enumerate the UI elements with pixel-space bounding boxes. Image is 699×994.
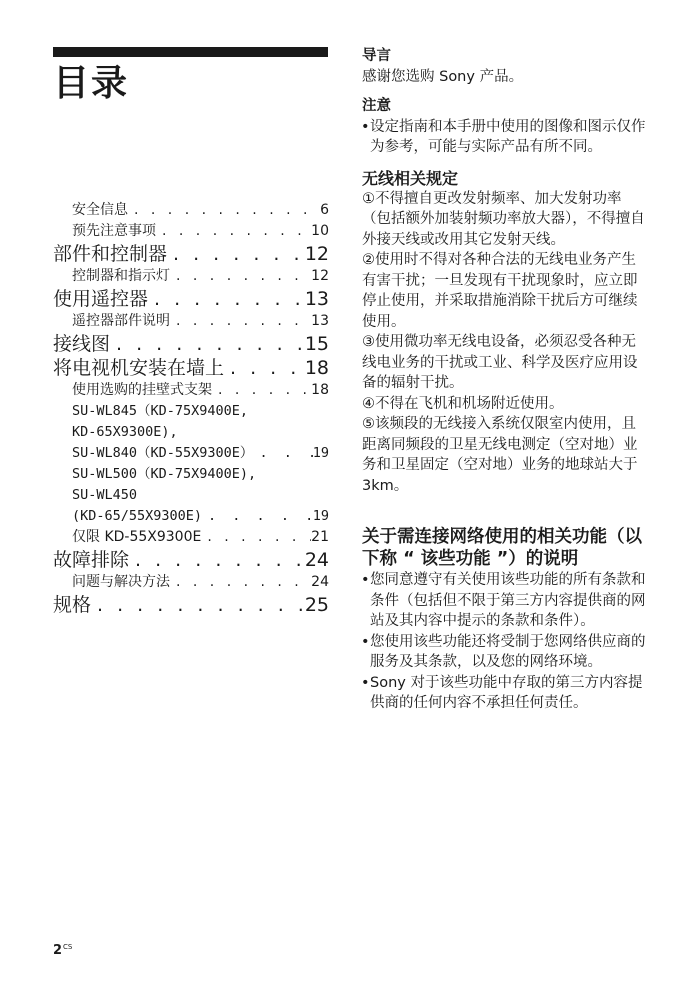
toc-section[interactable] xyxy=(53,548,329,572)
wireless-section xyxy=(362,168,647,497)
toc-entry-page: 19 xyxy=(312,508,329,524)
toc-section-label: 将电视机安装在墙上 xyxy=(53,357,225,379)
toc-entry-page: 13 xyxy=(311,313,329,329)
toc-leader-dots xyxy=(91,593,305,617)
toc-header-bar xyxy=(53,47,328,57)
toc-entry-label: 安全信息 xyxy=(72,202,128,218)
wireless-item: ④不得在飞机和机场附近使用。 xyxy=(362,395,564,412)
wireless-item: ③使用微功率无线电设备，必须忍受各种无线电业务的干扰或工业、科学及医疗应用设备的辐射干扰。 xyxy=(362,334,638,391)
toc-leader-dots xyxy=(170,572,311,593)
toc-entry-continuation: SU-WL450 xyxy=(72,487,138,503)
toc-leader-dots xyxy=(253,443,312,464)
toc-entry-page: 24 xyxy=(311,574,329,590)
toc-section-page: 13 xyxy=(304,288,329,310)
page-number xyxy=(53,943,72,958)
toc-entry-page: 18 xyxy=(311,382,329,398)
network-heading: 关于需连接网络使用的相关功能（以下称 “ 该些功能 ”）的说明 xyxy=(362,527,642,569)
toc-entry-label: SU-WL840（KD-55X9300E） xyxy=(72,445,254,461)
toc-section-label: 规格 xyxy=(53,594,92,616)
intro-text: 感谢您选购 Sony 产品。 xyxy=(362,68,524,85)
toc-entry[interactable] xyxy=(53,380,329,401)
toc-section-page: 15 xyxy=(304,333,329,355)
toc-section-label: 故障排除 xyxy=(53,549,130,571)
toc-section-label: 部件和控制器 xyxy=(53,243,168,265)
toc-entry-label: 仅限 KD-55X9300E xyxy=(72,529,202,545)
toc-entry-page: 6 xyxy=(320,202,329,218)
toc-leader-dots xyxy=(148,287,305,311)
toc-leader-dots xyxy=(170,266,311,287)
toc-section-label: 接线图 xyxy=(53,333,111,355)
toc-leader-dots xyxy=(201,527,311,548)
toc-leader-dots xyxy=(156,221,311,242)
toc-leader-dots xyxy=(110,332,305,356)
toc-entry-label: 预先注意事项 xyxy=(72,223,156,239)
toc-entry[interactable] xyxy=(53,266,329,287)
toc-entry-page: 21 xyxy=(311,529,329,545)
toc-entry-label: 使用选购的挂壁式支架 xyxy=(72,382,212,398)
toc-entry[interactable] xyxy=(53,506,329,527)
table-of-contents xyxy=(53,200,329,617)
toc-section[interactable] xyxy=(53,287,329,311)
wireless-heading: 无线相关规定 xyxy=(362,168,459,188)
toc-leader-dots xyxy=(212,380,311,401)
toc-entry-page: 10 xyxy=(311,223,329,239)
toc-section-page: 12 xyxy=(304,243,329,265)
content-column xyxy=(362,46,647,714)
note-bullet: • 设定指南和本手册中使用的图像和图示仅作为参考，可能与实际产品有所不同。 xyxy=(362,117,647,158)
intro-heading: 导言 xyxy=(362,48,391,64)
toc-section-label: 使用遥控器 xyxy=(53,288,149,310)
network-bullet: • Sony 对于该些功能中存取的第三方内容提供商的任何内容不承担任何责任。 xyxy=(362,673,647,714)
toc-entry[interactable] xyxy=(53,443,329,464)
toc-section[interactable] xyxy=(53,593,329,617)
note-section xyxy=(362,96,647,158)
toc-leader-dots xyxy=(224,356,305,380)
toc-entry[interactable] xyxy=(53,311,329,332)
intro-section xyxy=(362,46,647,87)
toc-entry-continuation: KD-65X9300E), xyxy=(72,424,178,440)
toc-section[interactable] xyxy=(53,332,329,356)
toc-section-page: 18 xyxy=(304,357,329,379)
toc-entry-label: 控制器和指示灯 xyxy=(72,268,170,284)
wireless-item: ①不得擅自更改发射频率、加大发射功率（包括额外加装射频功率放大器），不得擅自外接天线或改用其它发射天线。 xyxy=(362,190,645,248)
toc-leader-dots xyxy=(128,200,320,221)
toc-entry[interactable] xyxy=(53,200,329,221)
page-number-value: 2 xyxy=(53,943,63,958)
network-bullet: • 您使用该些功能还将受制于您网络供应商的服务及其条款，以及您的网络环境。 xyxy=(362,632,647,673)
toc-entry-page: 19 xyxy=(312,445,329,461)
network-bullet: • 您同意遵守有关使用该些功能的所有条款和条件（包括但不限于第三方内容提供商的网站及其内容中提示的条款和条件）。 xyxy=(362,570,647,632)
toc-entry-label: (KD-65/55X9300E) xyxy=(72,508,203,524)
toc-entry-continuation: SU-WL845（KD-75X9400E, xyxy=(72,403,249,419)
toc-entry-page: 12 xyxy=(311,268,329,284)
wireless-item: ⑤该频段的无线接入系统仅限室内使用，且距离同频段的卫星无线电测定（空对地）业务和卫星固定（空对地）业务的地球站大于 3km。 xyxy=(362,416,638,494)
toc-section-page: 24 xyxy=(304,549,329,571)
toc-entry-label: 遥控器部件说明 xyxy=(72,313,170,329)
toc-title: 目录 xyxy=(53,63,130,104)
toc-section[interactable] xyxy=(53,242,329,266)
toc-section-page: 25 xyxy=(304,594,329,616)
note-heading: 注意 xyxy=(362,98,391,114)
page-number-suffix: CS xyxy=(63,943,73,951)
toc-leader-dots xyxy=(167,242,305,266)
toc-leader-dots xyxy=(202,506,313,527)
toc-entry[interactable] xyxy=(53,572,329,593)
network-section xyxy=(362,526,647,714)
toc-entry-label: 问题与解决方法 xyxy=(72,574,170,590)
toc-section[interactable] xyxy=(53,356,329,380)
wireless-item: ②使用时不得对各种合法的无线电业务产生有害干扰；一旦发现有干扰现象时，应立即停止使用，并采取措施消除干扰后方可继续使用。 xyxy=(362,252,638,330)
toc-entry-continuation: SU-WL500（KD-75X9400E), xyxy=(72,466,257,482)
toc-leader-dots xyxy=(129,548,305,572)
toc-leader-dots xyxy=(170,311,311,332)
toc-entry[interactable] xyxy=(53,527,329,548)
toc-entry[interactable] xyxy=(53,221,329,242)
